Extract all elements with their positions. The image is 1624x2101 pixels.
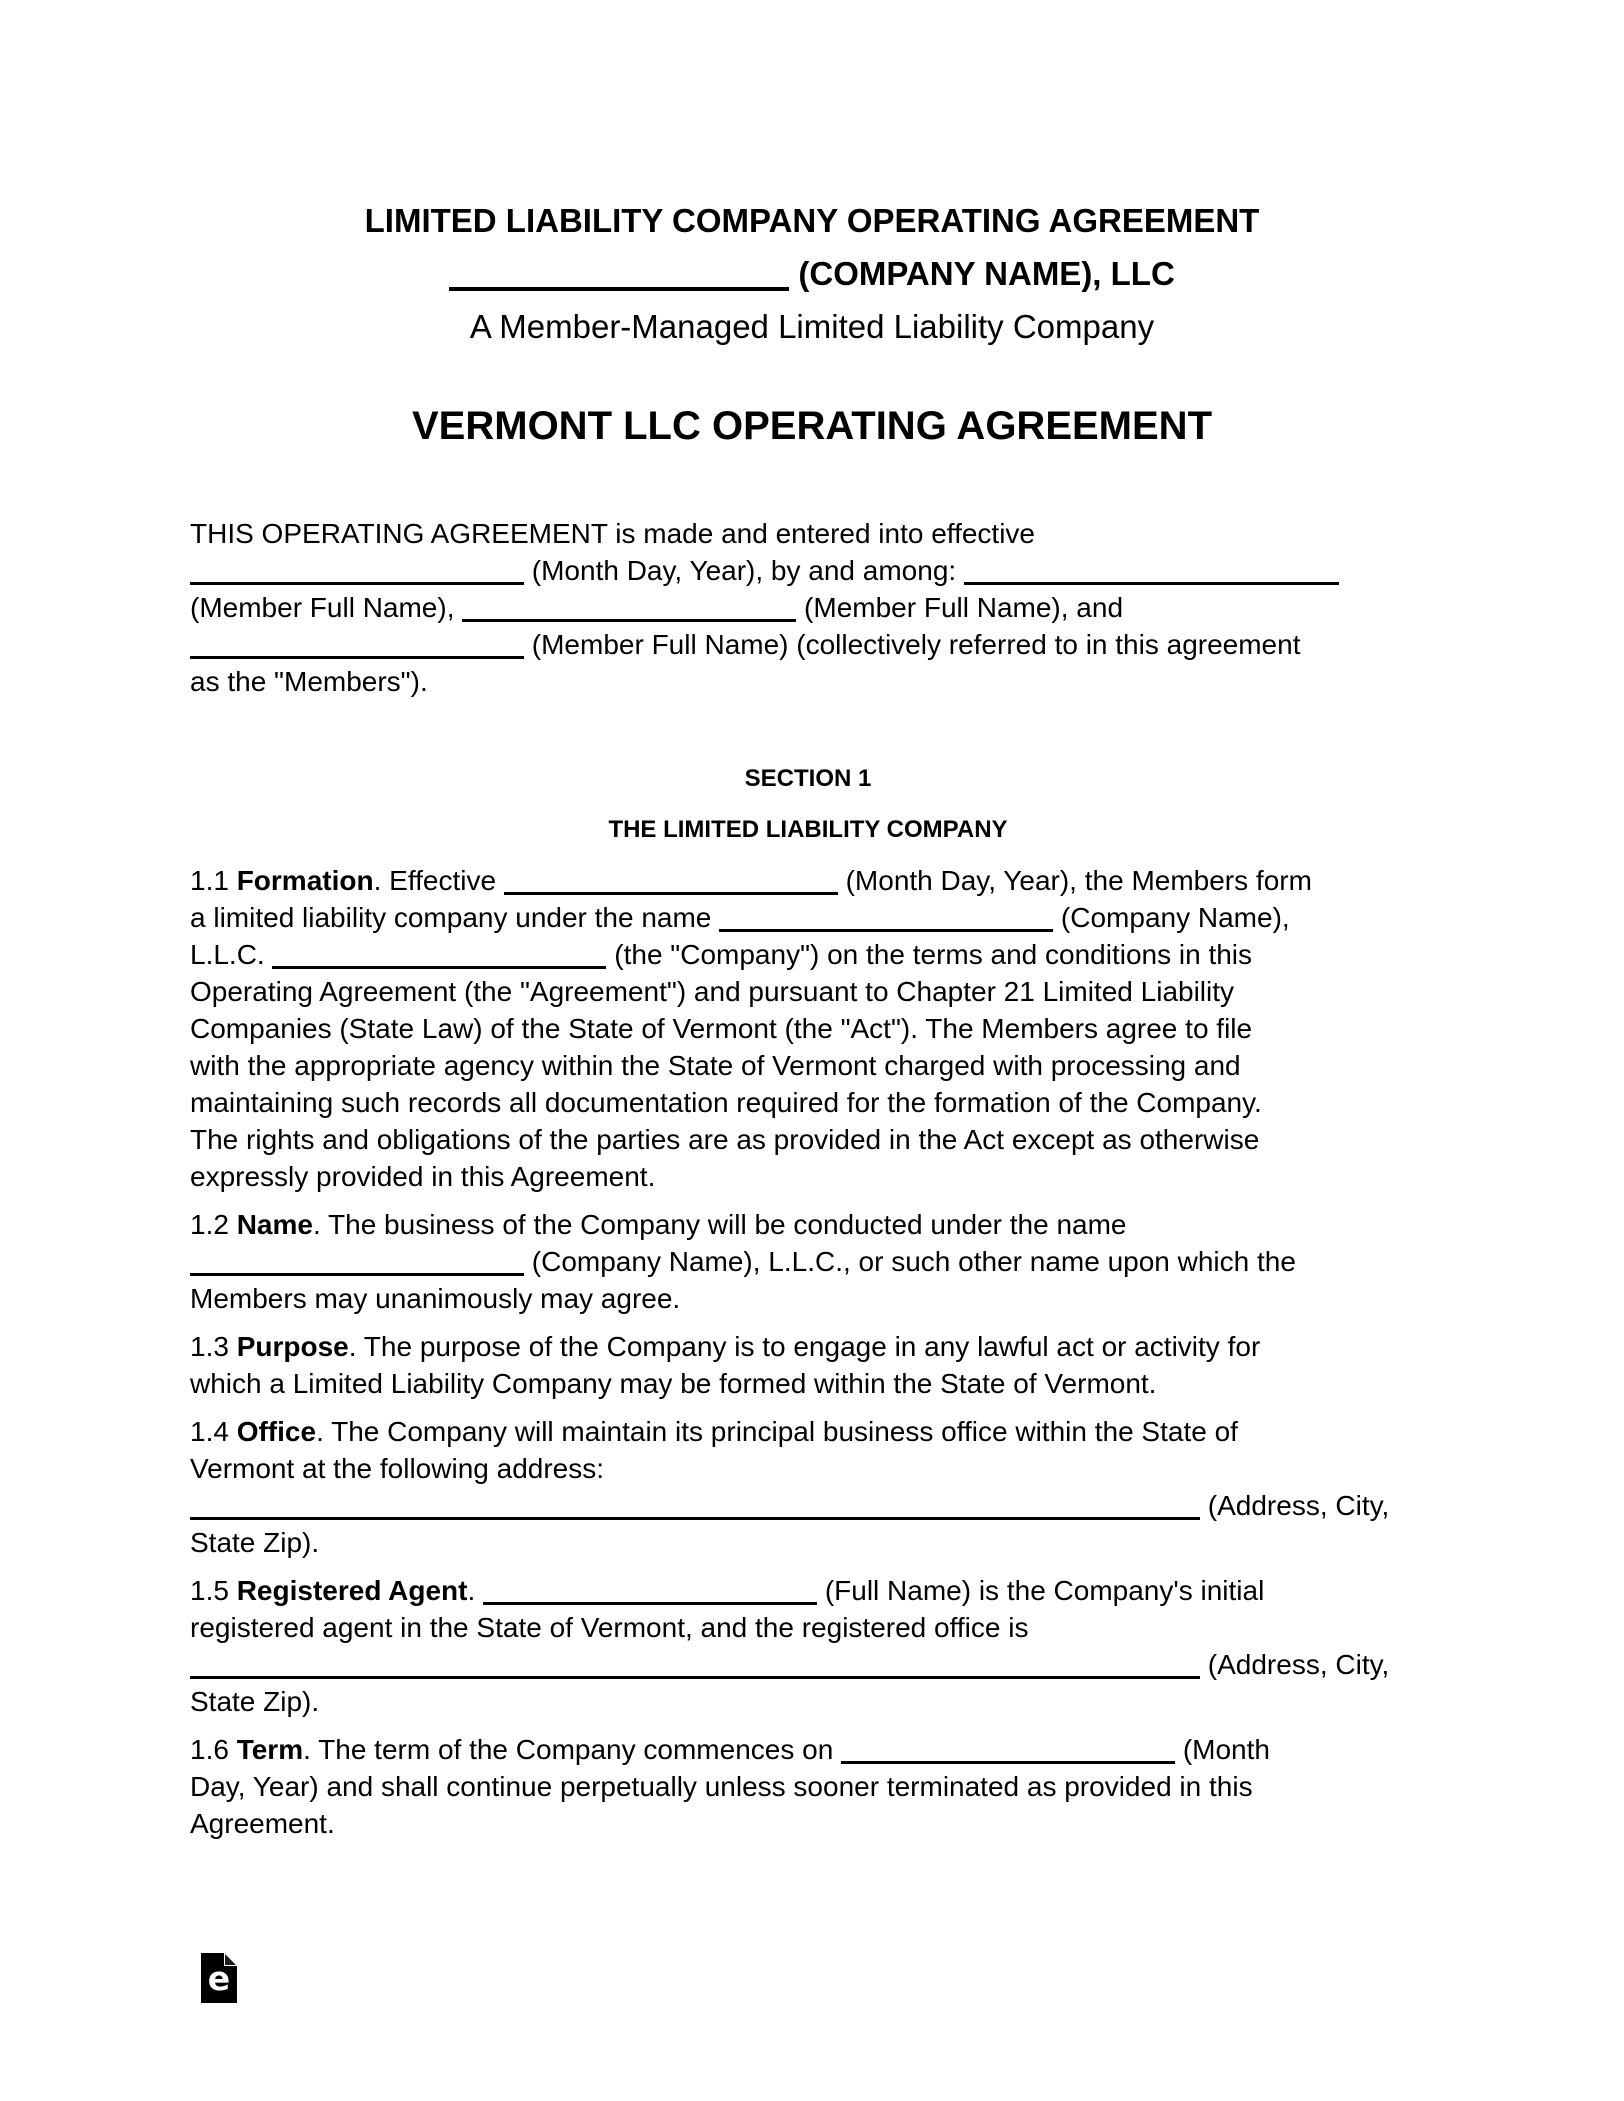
text-line bbox=[190, 1206, 1426, 1243]
text-line bbox=[190, 1487, 1426, 1524]
text-line bbox=[190, 552, 1426, 589]
text-line bbox=[190, 1328, 1426, 1365]
fill-in-blank bbox=[504, 892, 838, 895]
bold-text-run: Purpose bbox=[236, 1331, 349, 1362]
fill-in-blank bbox=[190, 1676, 1200, 1679]
text-run: maintaining such records all documentation required for the formation of the Company. bbox=[190, 1087, 1262, 1118]
text-line bbox=[190, 626, 1426, 663]
text-run: (Full Name) is the Company's initial bbox=[817, 1575, 1265, 1606]
text-line bbox=[190, 589, 1426, 626]
text-run: (Company Name), bbox=[1053, 902, 1290, 933]
text-run: THIS OPERATING AGREEMENT is made and entered into effective bbox=[190, 518, 1036, 549]
text-run: . The Company will maintain its principal business office within the State of bbox=[316, 1416, 1238, 1447]
bold-text-run: Registered Agent bbox=[236, 1575, 468, 1606]
text-run: Agreement. bbox=[190, 1808, 335, 1839]
paragraph-1.4 bbox=[190, 1413, 1426, 1561]
text-run: with the appropriate agency within the State of Vermont charged with processing and bbox=[190, 1050, 1241, 1081]
text-run: The rights and obligations of the parties are as provided in the Act except as otherwise bbox=[190, 1124, 1260, 1155]
text-line bbox=[190, 862, 1426, 899]
section1-paragraphs bbox=[190, 862, 1426, 1842]
text-run: as the "Members"). bbox=[190, 666, 428, 697]
text-line bbox=[190, 1805, 1426, 1842]
text-run: registered agent in the State of Vermont, and the registered office is bbox=[190, 1612, 1029, 1643]
page-title: VERMONT LLC OPERATING AGREEMENT bbox=[412, 404, 1212, 448]
bold-text-run: Formation bbox=[236, 865, 374, 896]
text-run: (Month bbox=[1175, 1734, 1270, 1765]
text-run: . The business of the Company will be conducted under the name bbox=[312, 1209, 1127, 1240]
section-heading: SECTION 1 bbox=[744, 765, 872, 792]
text-line bbox=[190, 1158, 1426, 1195]
paragraph-1.5 bbox=[190, 1572, 1426, 1720]
text-line bbox=[190, 1243, 1426, 1280]
text-line bbox=[190, 973, 1426, 1010]
document-subtitle: A Member-Managed Limited Liability Company bbox=[469, 308, 1155, 345]
text-line bbox=[190, 1683, 1426, 1720]
intro-paragraph bbox=[190, 515, 1426, 700]
text-run: Members may unanimously may agree. bbox=[190, 1283, 681, 1314]
text-run: (Company Name), L.L.C., or such other name upon which the bbox=[524, 1246, 1296, 1277]
text-line bbox=[190, 1413, 1426, 1450]
text-run: expressly provided in this Agreement. bbox=[190, 1161, 656, 1192]
eforms-logo-icon bbox=[201, 1953, 237, 2003]
text-run: . The term of the Company commences on bbox=[303, 1734, 842, 1765]
text-run: (Month Day, Year), by and among: bbox=[524, 555, 964, 586]
text-line bbox=[190, 515, 1426, 552]
text-run: . bbox=[467, 1575, 484, 1606]
fill-in-blank bbox=[190, 656, 524, 659]
text-line bbox=[190, 1646, 1426, 1683]
company-name-line bbox=[0, 247, 1624, 300]
text-run: (Address, City, bbox=[1200, 1649, 1390, 1680]
text-run: (Member Full Name) (collectively referred to in this agreement bbox=[524, 629, 1301, 660]
text-line bbox=[190, 936, 1426, 973]
paragraph-1.2 bbox=[190, 1206, 1426, 1317]
bold-text-run: Term bbox=[236, 1734, 304, 1765]
text-line bbox=[190, 1731, 1426, 1768]
text-line bbox=[190, 899, 1426, 936]
paragraph-1.1 bbox=[190, 862, 1426, 1195]
text-line bbox=[190, 1047, 1426, 1084]
paragraph-1.3 bbox=[190, 1328, 1426, 1402]
fill-in-blank bbox=[272, 966, 606, 969]
bold-text-run: Office bbox=[236, 1416, 317, 1447]
fill-in-blank bbox=[719, 929, 1053, 932]
text-run: Operating Agreement (the "Agreement") and pursuant to Chapter 21 Limited Liability bbox=[190, 976, 1235, 1007]
text-line bbox=[190, 1450, 1426, 1487]
text-line bbox=[190, 1768, 1426, 1805]
fill-in-blank bbox=[449, 287, 789, 291]
text-run: 1.4 bbox=[190, 1416, 237, 1447]
fill-in-blank bbox=[190, 1517, 1200, 1520]
text-line bbox=[190, 1572, 1426, 1609]
logo-letter: e bbox=[207, 1959, 231, 1998]
text-run: Companies (State Law) of the State of Vermont (the "Act"). The Members agree to file bbox=[190, 1013, 1253, 1044]
fill-in-blank bbox=[190, 582, 524, 585]
text-run: Day, Year) and shall continue perpetually unless sooner terminated as provided in this bbox=[190, 1771, 1253, 1802]
section-subheading: THE LIMITED LIABILITY COMPANY bbox=[608, 816, 1008, 843]
text-run: Vermont at the following address: bbox=[190, 1453, 605, 1484]
text-run: 1.6 bbox=[190, 1734, 237, 1765]
text-run: . The purpose of the Company is to engage in any lawful act or activity for bbox=[348, 1331, 1261, 1362]
text-line bbox=[190, 1609, 1426, 1646]
text-line bbox=[190, 1524, 1426, 1561]
fill-in-blank bbox=[483, 1602, 817, 1605]
text-run: 1.1 bbox=[190, 865, 237, 896]
text-line bbox=[190, 1010, 1426, 1047]
fill-in-blank bbox=[964, 582, 1339, 585]
text-run: State Zip). bbox=[190, 1527, 320, 1558]
text-run: 1.5 bbox=[190, 1575, 237, 1606]
document-body bbox=[190, 515, 1426, 1842]
document-title-line: LIMITED LIABILITY COMPANY OPERATING AGREEMENT bbox=[364, 202, 1260, 239]
text-run: (Month Day, Year), the Members form bbox=[837, 865, 1312, 896]
document-header bbox=[0, 0, 1624, 353]
text-line bbox=[190, 663, 1426, 700]
paragraph-1.6 bbox=[190, 1731, 1426, 1842]
text-line bbox=[190, 1365, 1426, 1402]
text-run: a limited liability company under the name bbox=[190, 902, 720, 933]
text-run: (Member Full Name), bbox=[190, 592, 463, 623]
text-line bbox=[190, 1280, 1426, 1317]
bold-text-run: (COMPANY NAME), LLC bbox=[789, 255, 1175, 292]
text-run: which a Limited Liability Company may be formed within the State of Vermont. bbox=[190, 1368, 1157, 1399]
bold-text-run: Name bbox=[236, 1209, 313, 1240]
text-run: L.L.C. bbox=[190, 939, 273, 970]
text-run: (Member Full Name), and bbox=[796, 592, 1124, 623]
text-run: State Zip). bbox=[190, 1686, 320, 1717]
text-line bbox=[190, 1121, 1426, 1158]
text-run: (Address, City, bbox=[1200, 1490, 1390, 1521]
text-run: 1.2 bbox=[190, 1209, 237, 1240]
text-line bbox=[190, 1084, 1426, 1121]
text-run: 1.3 bbox=[190, 1331, 237, 1362]
fill-in-blank bbox=[462, 619, 796, 622]
fill-in-blank bbox=[841, 1761, 1175, 1764]
text-run: (the "Company") on the terms and conditions in this bbox=[606, 939, 1253, 970]
fill-in-blank bbox=[190, 1273, 524, 1276]
text-run: . Effective bbox=[373, 865, 504, 896]
